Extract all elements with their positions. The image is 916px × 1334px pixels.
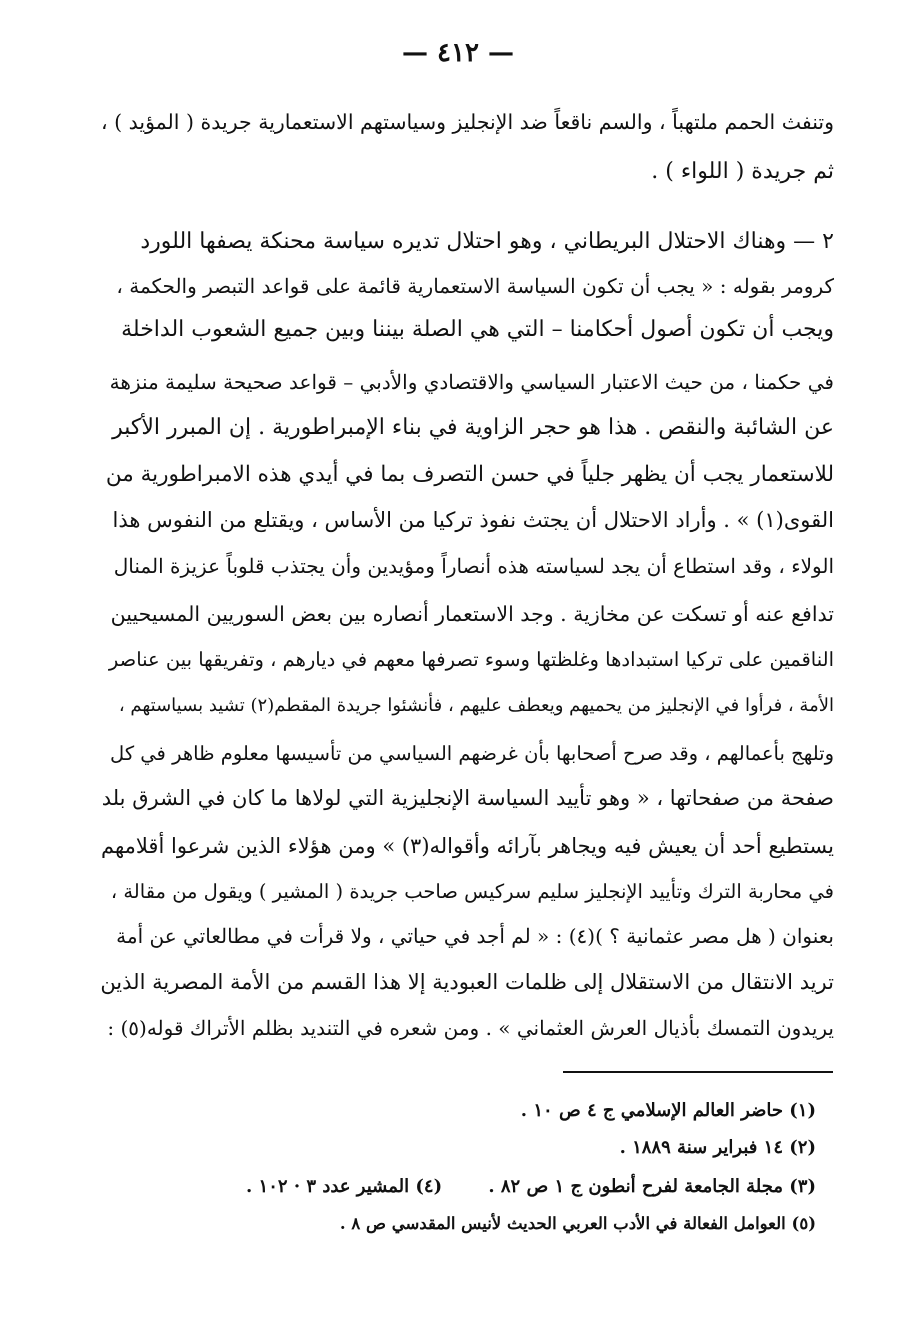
text-line: الأمة ، فرأوا في الإنجليز من يحميهم ويعطف عليهم ، فأنشئوا جريدة المقطم(٢) تشيد بسياستهم ، bbox=[118, 695, 834, 716]
text-line: القوى(١) » . وأراد الاحتلال أن يجتث نفوذ تركيا من الأساس ، ويقتلع من النفوس هذا bbox=[112, 508, 834, 532]
text-line: الناقمين على تركيا استبدادها وغلظتها وسوء تصرفها معهم في ديارهم ، وتفريقها بين عناصر bbox=[108, 648, 834, 671]
footnote-5: (٥) العوامل الفعالة في الأدب العربي الحديث لأنيس المقدسي ص ٨ . bbox=[339, 1214, 816, 1233]
footnote-3: (٣) مجلة الجامعة لفرح أنطون ج ١ ص ٨٢ . bbox=[488, 1176, 816, 1197]
text-line: ثم جريدة ( اللواء ) . bbox=[651, 159, 834, 184]
text-line: بعنوان ( هل مصر عثمانية ؟ )(٤) : « لم أجد في حياتي ، ولا قرأت في مطالعاتي عن أمة bbox=[116, 924, 834, 948]
text-line: الولاء ، وقد استطاع أن يجد لسياسته هذه أنصاراً ومؤيدين وأن يجتذب قلوباً عزيزة المنال bbox=[113, 554, 834, 578]
text-line: يريدون التمسك بأذيال العرش العثماني » . ومن شعره في التنديد بظلم الأتراك قوله(٥) : bbox=[107, 1016, 834, 1040]
footnote-divider bbox=[563, 1071, 833, 1073]
text-line: صفحة من صفحاتها ، « وهو تأييد السياسة الإنجليزية التي لولاها ما كان في الشرق بلد bbox=[101, 786, 834, 810]
footnote-4: (٤) المشير عدد ٣ · ١٠٢ . bbox=[246, 1176, 443, 1197]
text-line: يستطيع أحد أن يعيش فيه ويجاهر بآرائه وأقواله(٣) » ومن هؤلاء الذين شرعوا أقلامهم bbox=[101, 834, 834, 858]
text-line: ٢ — وهناك الاحتلال البريطاني ، وهو احتلال تديره سياسة محنكة يصفها اللورد bbox=[140, 229, 834, 254]
text-line: في حكمنا ، من حيث الاعتبار السياسي والاقتصادي والأدبي – قواعد صحيحة سليمة منزهة bbox=[109, 370, 834, 394]
footnote-2: (٢) ١٤ فبراير سنة ١٨٨٩ . bbox=[619, 1137, 816, 1158]
footnote-1: (١) حاضر العالم الإسلامي ج ٤ ص ١٠ . bbox=[520, 1100, 816, 1121]
text-line: وتنفث الحمم ملتهباً ، والسم ناقعاً ضد الإنجليز وسياستهم الاستعمارية جريدة ( المؤيد ) ، bbox=[100, 110, 834, 134]
text-line: تدافع عنه أو تسكت عن مخازية . وجد الاستعمار أنصاره بين بعض السوريين المسيحيين bbox=[110, 602, 834, 626]
text-line: للاستعمار يجب أن يظهر جلياً في حسن التصرف بما في أيدي هذه الامبراطورية من bbox=[105, 462, 834, 487]
text-line: تريد الانتقال من الاستقلال إلى ظلمات العبودية إلا هذا القسم من الأمة المصرية الذين bbox=[100, 970, 834, 994]
text-line: ويجب أن تكون أصول أحكامنا – التي هي الصلة بيننا وبين جميع الشعوب الداخلة bbox=[121, 317, 834, 342]
text-line: كرومر بقوله : « يجب أن تكون السياسة الاستعمارية قائمة على قواعد التبصر والحكمة ، bbox=[116, 274, 834, 298]
text-line: عن الشائبة والنقص . هذا هو حجر الزاوية في بناء الإمبراطورية . إن المبرر الأكبر bbox=[112, 415, 834, 440]
text-line: وتلهج بأعمالهم ، وقد صرح أصحابها بأن غرضهم السياسي من تأسيسها معلوم ظاهر في كل bbox=[110, 742, 834, 765]
page-number: — ٤١٢ — bbox=[401, 38, 515, 68]
text-line: في محاربة الترك وتأييد الإنجليز سليم سركيس صاحب جريدة ( المشير ) ويقول من مقالة ، bbox=[110, 880, 834, 903]
